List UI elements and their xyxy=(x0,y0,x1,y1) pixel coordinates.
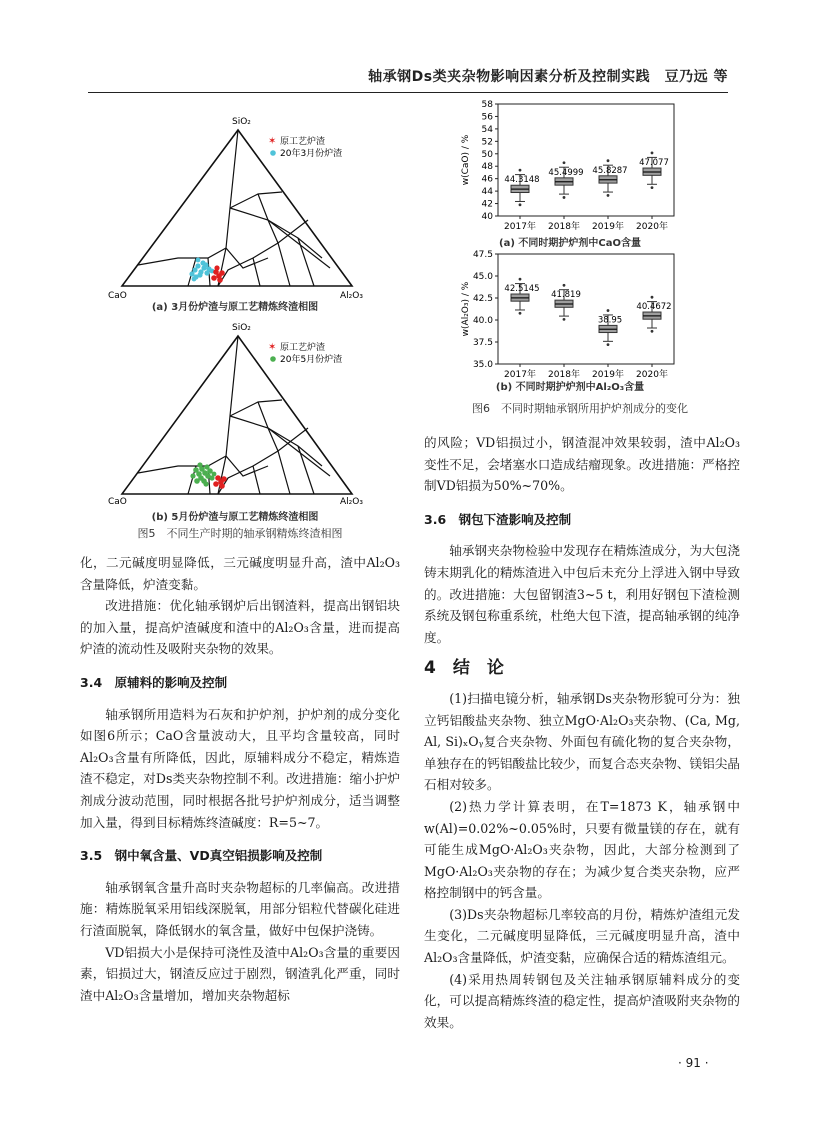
fig5a-caption: (a) 3月份炉渣与原工艺精炼终渣相图 xyxy=(151,302,319,313)
outlier-point xyxy=(563,284,566,287)
median-data-label: 40.4672 xyxy=(636,302,672,313)
running-title: 轴承钢Ds类夹杂物影响因素分析及控制实践 豆乃远 等 xyxy=(368,69,728,85)
y-tick-label: 56 xyxy=(481,112,493,123)
paragraph: VD铝损大小是保持可浇性及渣中Al₂O₃含量的重要因素，铝损过大，钢渣反应过于剧烈，钢渣乳化严重，同时渣中Al₂O₃含量增加，增加夹杂物超标 xyxy=(80,944,400,1003)
median-data-label: 41.819 xyxy=(551,290,581,301)
y-tick-label: 52 xyxy=(481,137,493,148)
median-data-label: 38.95 xyxy=(597,315,623,326)
paragraph: 轴承钢氧含量升高时夹杂物超标的几率偏高。改进措施：精炼脱氧采用铝线深脱氧，用部分铝粒代替碳化硅进行渣面脱氧，降低钢水的氧含量，做好中包保护浇铸。 xyxy=(80,879,400,938)
median-data-label: 44.3148 xyxy=(504,175,540,186)
section-heading-3-6: 3.6 钢包下渣影响及控制 xyxy=(424,511,572,527)
y-tick-label: 46 xyxy=(481,174,493,185)
fig5a-legend xyxy=(268,135,342,159)
page-number: · 91 · xyxy=(678,1056,709,1070)
outlier-point xyxy=(519,169,522,172)
fig6-caption: 图6 不同时期轴承钢所用护炉剂成分的变化 xyxy=(472,402,688,415)
original-slag-points xyxy=(211,265,225,282)
outlier-point xyxy=(563,318,566,321)
outlier-point xyxy=(607,159,610,162)
y-tick-label: 54 xyxy=(481,124,493,135)
median-data-label: 47.077 xyxy=(639,158,669,169)
fig5b-top-label: SiO₂ xyxy=(232,323,251,333)
outlier-point xyxy=(651,330,654,333)
march-slag-points xyxy=(189,258,214,282)
y-tick-label: 50 xyxy=(481,149,493,160)
outlier-point xyxy=(607,194,610,197)
outlier-point xyxy=(607,309,610,312)
fig6a-boxplot xyxy=(458,98,680,248)
outlier-point xyxy=(519,312,522,315)
outlier-point xyxy=(607,343,610,346)
fig5-caption: 图5 不同生产时期的轴承钢精炼终渣相图 xyxy=(137,527,343,540)
x-tick-label: 2020年 xyxy=(636,370,668,380)
y-tick-label: 42.5 xyxy=(472,294,493,304)
fig6b-caption: (b) 不同时期护炉剂中Al₂O₃含量 xyxy=(495,382,645,393)
median-data-label: 45.8287 xyxy=(592,165,628,176)
median-data-label: 45.4999 xyxy=(548,167,584,178)
y-tick-label: 40 xyxy=(481,212,493,222)
legend-may: 20年5月份炉渣 xyxy=(280,355,343,365)
left-column xyxy=(80,552,400,1006)
fig5b-right-label: Al₂O₃ xyxy=(340,497,363,507)
outlier-point xyxy=(651,296,654,299)
running-header xyxy=(88,66,728,93)
outlier-point xyxy=(651,152,654,155)
fig5b-caption: (b) 5月份炉渣与原工艺精炼终渣相图 xyxy=(151,512,319,523)
fig5b-legend xyxy=(268,341,342,365)
paragraph: 轴承钢夹杂物检验中发现存在精炼渣成分，为大包浇铸末期乳化的精炼渣进入中包后未充分上浮进入钢中导致的。改进措施：大包留钢渣3~5 t，利用好钢包下渣检测系统及钢包称重系统，杜绝大包下渣，提高轴承钢的纯净度。 xyxy=(424,543,740,645)
legend-marker-original: ✶ xyxy=(268,136,277,147)
conclusion-4: (4)采用热周转钢包及关注轴承钢原辅料成分的变化，可以提高精炼终渣的稳定性，提高炉渣吸附夹杂物的效果。 xyxy=(424,971,740,1030)
legend-original: 原工艺炉渣 xyxy=(280,343,326,353)
section-heading-3-4: 3.4 原辅料的影响及控制 xyxy=(80,674,228,690)
legend-original: 原工艺炉渣 xyxy=(280,137,326,147)
fig5a-ternary xyxy=(108,108,368,308)
legend-march: 20年3月份炉渣 xyxy=(280,149,343,159)
outlier-point xyxy=(563,196,566,199)
outlier-point xyxy=(519,278,522,281)
x-tick-label: 2018年 xyxy=(548,222,580,232)
y-tick-label: 45.0 xyxy=(472,272,493,282)
fig6a-caption: (a) 不同时期护炉剂中CaO含量 xyxy=(499,238,641,249)
y-tick-label: 58 xyxy=(481,100,493,110)
y-tick-label: 35.0 xyxy=(472,360,493,370)
fig5a-right-label: Al₂O₃ xyxy=(340,291,363,301)
conclusion-3: (3)Ds夹杂物超标几率较高的月份，精炼炉渣组元发生变化，二元碱度明显降低，三元碱度明显升高，渣中Al₂O₃含量降低，炉渣变黏，应确保合适的精炼渣组元。 xyxy=(424,906,740,966)
original-slag-points xyxy=(213,475,227,489)
x-tick-label: 2017年 xyxy=(504,222,536,232)
outlier-point xyxy=(519,203,522,206)
section-heading-4: 4 结 论 xyxy=(424,658,504,679)
fig5b-ternary xyxy=(108,318,368,512)
legend-marker-original: ✶ xyxy=(268,342,277,353)
y-axis-label: w(CaO) / % xyxy=(461,134,471,186)
x-tick-label: 2020年 xyxy=(636,222,668,232)
section-heading-3-5: 3.5 钢中氧含量、VD真空铝损影响及控制 xyxy=(80,848,323,864)
legend-marker-march xyxy=(270,150,276,156)
legend-marker-may xyxy=(270,356,276,362)
paragraph: 改进措施：优化轴承钢炉后出钢渣料，提高出钢铝块的加入量，提高炉渣碱度和渣中的Al₂O₃含量，进而提高炉渣的流动性及吸附夹杂物的效果。 xyxy=(80,598,400,657)
right-column xyxy=(424,432,740,1033)
fig5a-top-label: SiO₂ xyxy=(232,117,251,127)
paragraph: 的风险；VD铝损过小，钢渣混冲效果较弱，渣中Al₂O₃变性不足，会堵塞水口造成结瘤现象。改进措施：严格控制VD铝损为50%~70%。 xyxy=(424,435,740,494)
median-data-label: 42.5145 xyxy=(504,284,540,295)
y-tick-label: 47.5 xyxy=(472,250,493,260)
y-tick-label: 37.5 xyxy=(472,338,493,348)
paragraph: 轴承钢所用造料为石灰和护炉剂，护炉剂的成分变化如图6所示；CaO含量波动大，且平均含量较高，同时Al₂O₃含量有所降低，因此，原辅料成分不稳定，精炼造渣不稳定，对Ds类夹杂物控制不利。改进措施：缩小护炉剂成分波动范围，同时根据各批号护炉剂成分，适当调整加入量，得到目标精炼终渣碱度：R=5~7。 xyxy=(80,706,400,830)
fig6b-boxplot xyxy=(458,248,680,384)
fig5b-left-label: CaO xyxy=(108,497,127,507)
conclusion-2: (2)热力学计算表明，在T=1873 K，轴承钢中w(Al)=0.02%~0.05%时，只要有微量镁的存在，就有可能生成MgO·Al₂O₃夹杂物，因此，大部分检测到了MgO·Al₂O₃夹杂物的存在；为减少复合类夹杂物，应严格控制钢中的钙含量。 xyxy=(424,798,740,901)
x-tick-label: 2019年 xyxy=(592,222,624,232)
y-tick-label: 44 xyxy=(481,187,493,198)
paragraph: 化，二元碱度明显降低，三元碱度明显升高，渣中Al₂O₃含量降低，炉渣变黏。 xyxy=(80,555,400,592)
y-axis-label: w(Al₂O₃) / % xyxy=(461,281,471,337)
x-tick-label: 2018年 xyxy=(548,370,580,380)
y-tick-label: 40.0 xyxy=(472,316,493,326)
x-tick-label: 2019年 xyxy=(592,370,624,380)
conclusion-1: (1)扫描电镜分析，轴承钢Ds夹杂物形貌可分为：独立钙铝酸盐夹杂物、独立MgO·Al₂O₃夹杂物、(Ca, Mg, Al, Si)ₓOᵧ复合夹杂物、外面包有硫化物的复合夹杂物，单独存在的钙铝酸盐比较少，而复合态夹杂物、镁铝尖晶石相对较多。 xyxy=(424,690,740,793)
y-tick-label: 48 xyxy=(481,162,493,173)
fig5a-left-label: CaO xyxy=(108,291,127,301)
y-tick-label: 42 xyxy=(481,199,493,210)
outlier-point xyxy=(563,161,566,164)
outlier-point xyxy=(651,186,654,189)
x-tick-label: 2017年 xyxy=(504,370,536,380)
